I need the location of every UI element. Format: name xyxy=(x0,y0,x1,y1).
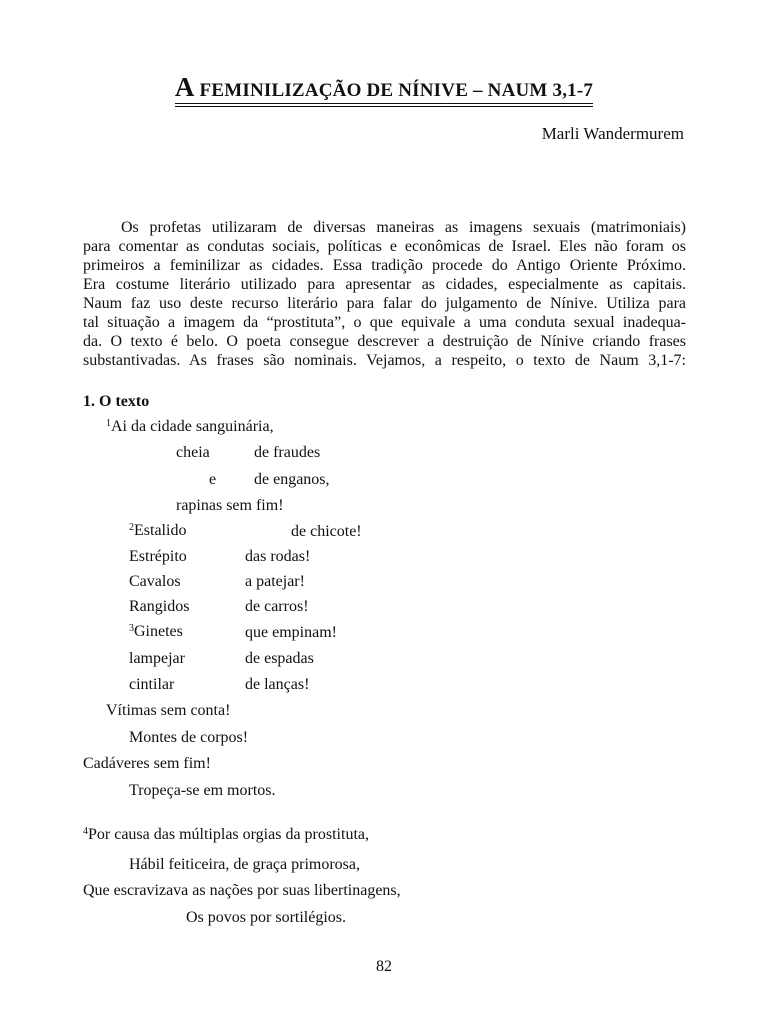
verse-text: a patejar! xyxy=(245,573,305,590)
verse-text: Estalido xyxy=(134,522,187,539)
title-text: FEMINILIZAÇÃO DE NÍNIVE – NAUM 3,1-7 xyxy=(194,80,594,101)
verse-text: lampejar xyxy=(129,650,185,667)
verse-number: 4 xyxy=(83,826,88,837)
intro-line: substantivadas. As frases são nominais. Vejamos, a respeito, o texto de Naum 3,1-7: xyxy=(83,352,686,369)
verse-text: de fraudes xyxy=(254,444,321,461)
verse-text: de enganos, xyxy=(254,471,330,488)
verse-number: 2 xyxy=(129,522,134,533)
author-name: Marli Wandermurem xyxy=(541,124,684,143)
verse-text: de carros! xyxy=(245,598,309,615)
verse-text: Vítimas sem conta! xyxy=(106,702,231,719)
intro-line: da. O texto é belo. O poeta consegue descrever a destruição de Nínive criando frases xyxy=(83,333,686,350)
verse-text: Que escravizava as nações por suas libertinagens, xyxy=(83,882,401,899)
verse-text: Montes de corpos! xyxy=(129,729,249,746)
article-title xyxy=(0,72,768,104)
verse-text: que empinam! xyxy=(245,624,337,641)
intro-line: Os profetas utilizaram de diversas maneiras as imagens sexuais (matrimoniais) xyxy=(121,219,686,236)
verse-text: rapinas sem fim! xyxy=(176,497,284,514)
verse-text: de chicote! xyxy=(291,523,362,540)
verse-text: Ai da cidade sanguinária, xyxy=(111,418,274,435)
verse-3-line xyxy=(129,623,183,641)
verse-2-line xyxy=(129,522,186,540)
verse-text: Estrépito xyxy=(129,548,187,565)
verse-text: Ginetes xyxy=(134,623,183,640)
verse-text: Por causa das múltiplas orgias da prostituta, xyxy=(88,826,369,843)
verse-text: Cadáveres sem fim! xyxy=(83,755,211,772)
verse-text: e xyxy=(209,471,217,488)
verse-text: de espadas xyxy=(245,650,314,667)
verse-text: Rangidos xyxy=(129,598,190,615)
intro-line: tal situação a imagem da “prostituta”, o que equivale a uma conduta sexual inadequa- xyxy=(83,314,686,331)
verse-text: de lanças! xyxy=(245,676,310,693)
verse-number: 3 xyxy=(129,623,134,634)
verse-number: 1 xyxy=(106,418,111,429)
verse-text: Cavalos xyxy=(129,573,181,590)
intro-line: Era costume literário utilizado para apresentar as cidades, especialmente as capitais. xyxy=(83,276,686,293)
verse-text: cheia xyxy=(176,444,210,461)
section-heading: 1. O texto xyxy=(83,393,150,410)
page-number: 82 xyxy=(376,958,392,975)
verse-text: Hábil feiticeira, de graça primorosa, xyxy=(129,856,360,873)
verse-text: cintilar xyxy=(129,676,175,693)
verse-1-line xyxy=(106,418,274,436)
title-initial: A xyxy=(174,72,195,102)
intro-line: Naum faz uso deste recurso literário para falar do julgamento de Nínive. Utiliza para xyxy=(83,295,686,312)
verse-text: Os povos por sortilégios. xyxy=(186,909,346,926)
verse-text: Tropeça-se em mortos. xyxy=(129,782,276,799)
intro-paragraph xyxy=(83,218,686,370)
verse-text: das rodas! xyxy=(245,548,311,565)
intro-line: primeiros a feminilizar as cidades. Essa tradição procede do Antigo Oriente Próximo. xyxy=(83,257,686,274)
intro-line: para comentar as condutas sociais, políticas e econômicas de Israel. Eles não foram os xyxy=(83,238,686,255)
verse-4-line xyxy=(83,826,369,844)
